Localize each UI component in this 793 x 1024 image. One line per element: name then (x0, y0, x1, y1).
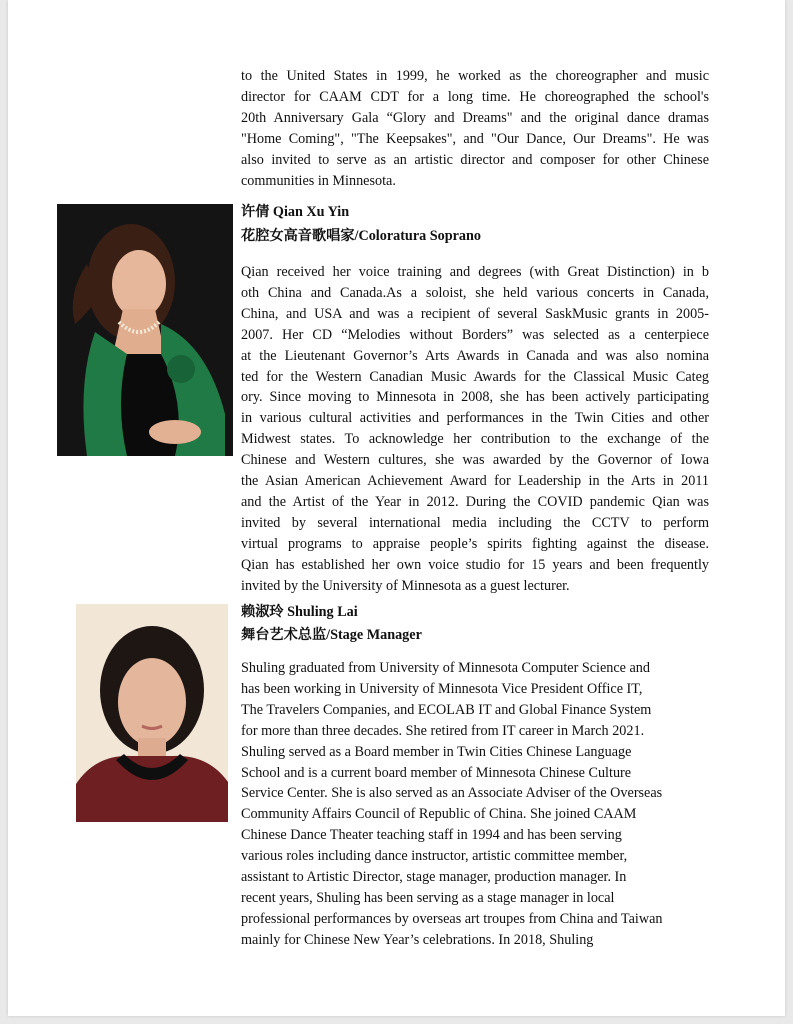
text-line: Midwest states. To acknowledge her contribution to the exchange of the (241, 431, 709, 448)
text-line: ted for the Western Canadian Music Awards for the Classical Music Categ (241, 368, 709, 385)
text-line: School and is a current board member of Minnesota Chinese Culture (241, 764, 632, 781)
text-line: in various cultural activities and performances in the Twin Cities and other (241, 410, 709, 427)
text-line: Shuling graduated from University of Minnesota Computer Science and (241, 660, 650, 676)
text-line: Qian received her voice training and degrees (with Great Distinction) in b (241, 264, 709, 280)
bio-paragraph (241, 262, 709, 597)
text-line: to the United States in 1999, he worked as the choreographer and music (241, 68, 709, 84)
document-page (8, 0, 785, 1016)
text-line: also invited to serve as an artistic director and composer for other Chinese (241, 151, 709, 168)
text-line: Chinese and Western cultures, she was awarded by the Governor of Iowa (241, 452, 709, 469)
text-line: virtual programs to appraise people’s spirits fighting against the disease. (241, 535, 709, 552)
text-line: 20th Anniversary Gala “Glory and Dreams" and the original dance dramas (241, 109, 709, 126)
text-line: The Travelers Companies, and ECOLAB IT and Global Finance System (241, 701, 652, 718)
text-line: 2007. Her CD “Melodies without Borders” was selected as a centerpiece (241, 326, 709, 343)
text-line: has been working in University of Minnesota Vice President Office IT, (241, 680, 643, 697)
bio-paragraph (241, 658, 709, 951)
bio-role: 舞台艺术总监/Stage Manager (241, 627, 422, 643)
text-line: communities in Minnesota. (241, 172, 396, 189)
portrait-qian-xu-yin (57, 204, 233, 456)
text-line: "Home Coming", "The Keepsakes", and "Our Dance, Our Dreams". He was (241, 130, 709, 147)
text-line: Community Affairs Council of Republic of China. She joined CAAM (241, 806, 637, 823)
text-line: assistant to Artistic Director, stage manager, production manager. In (241, 869, 627, 886)
text-line: professional performances by overseas art troupes from China and Taiwan (241, 910, 663, 927)
text-line: Service Center. She is also served as an Associate Adviser of the Overseas (241, 785, 663, 802)
text-line: China, and USA and was a recipient of several SaskMusic grants in 2005- (241, 305, 709, 322)
text-line: various roles including dance instructor, artistic committee member, (241, 848, 628, 865)
text-line: Chinese Dance Theater teaching staff in 1994 and has been serving (241, 827, 622, 844)
text-line: invited by the University of Minnesota as a guest lecturer. (241, 577, 570, 594)
text-line: Qian has established her own voice studio for 15 years and been frequently (241, 556, 709, 573)
text-line: Shuling served as a Board member in Twin Cities Chinese Language (241, 743, 632, 760)
text-line: mainly for Chinese New Year’s celebrations. In 2018, Shuling (241, 931, 594, 948)
bio-name: 赖淑玲 Shuling Lai (241, 604, 358, 620)
text-line: for more than three decades. She retired from IT career in March 2021. (241, 722, 645, 739)
portrait-shuling-lai (76, 604, 228, 822)
text-line: invited by several international media including the CCTV to perform (241, 514, 709, 531)
text-line: recent years, Shuling has been serving as a stage manager in local (241, 889, 615, 906)
bio-role: 花腔女高音歌唱家/Coloratura Soprano (241, 228, 482, 244)
text-line: and the Artist of the Year in 2012. During the COVID pandemic Qian was (241, 493, 709, 510)
text-line: ory. Since moving to Minnesota in 2008, she has been actively participating (241, 389, 709, 406)
text-line: oth China and Canada.As a soloist, she held various concerts in Canada, (241, 284, 709, 301)
text-line: director for CAAM CDT for a long time. He choreographed the school's (241, 88, 709, 105)
bio-name: 许倩 Qian Xu Yin (241, 204, 350, 220)
text-line: at the Lieutenant Governor’s Arts Awards in Canada and was also nomina (241, 347, 709, 364)
text-line: the Asian American Achievement Award for Leadership in the Arts in 2011 (241, 473, 709, 490)
intro-paragraph (241, 66, 709, 191)
